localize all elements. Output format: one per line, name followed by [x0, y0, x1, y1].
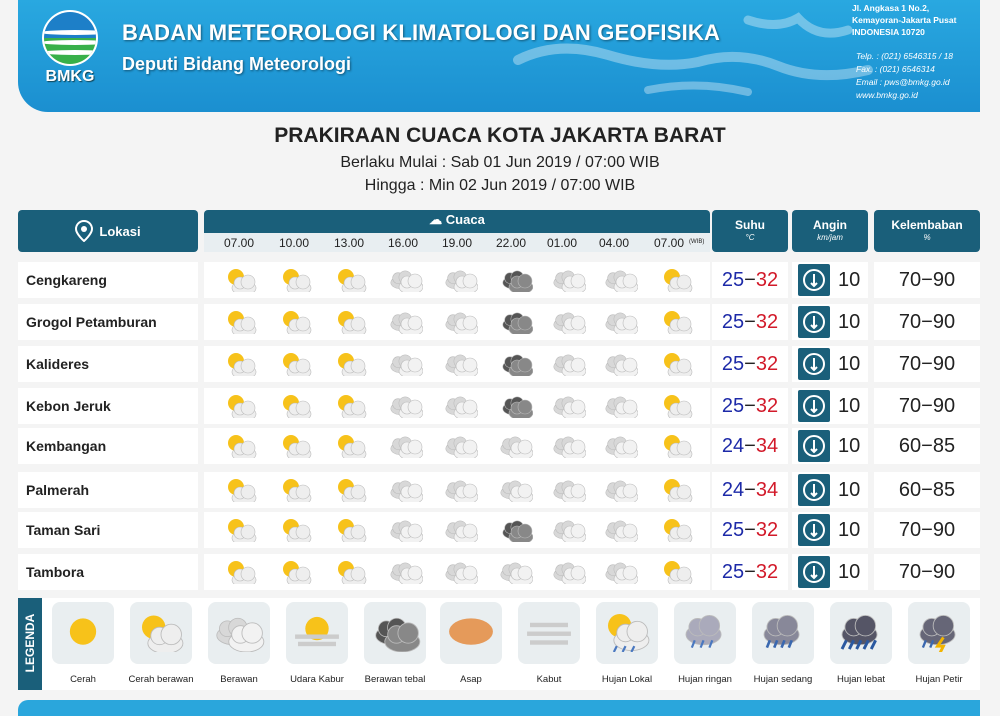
- cloudy-icon: [604, 310, 638, 334]
- header-angin: [792, 210, 868, 252]
- humidity-range: 70−90: [874, 512, 980, 548]
- header-lokasi: [18, 210, 198, 252]
- partly-cloudy-icon: [279, 434, 313, 458]
- temp-max: 32: [755, 268, 779, 291]
- legend-caption: Hujan Lokal: [601, 674, 653, 685]
- table-row: [18, 428, 980, 464]
- temperature-range: [712, 346, 788, 382]
- partly-cloudy-icon: [279, 268, 313, 292]
- suhu-label: Suhu: [735, 218, 765, 232]
- legend-caption: Kabut: [536, 674, 562, 685]
- partly-cloudy-icon: [660, 560, 694, 584]
- wind-speed: 10: [838, 478, 861, 501]
- cloudy-icon: [444, 352, 478, 376]
- wind-speed: 10: [838, 560, 861, 583]
- logo-text: BMKG: [45, 68, 95, 85]
- legend-label: LEGENDA: [23, 613, 37, 673]
- cloudy-icon: [444, 518, 478, 542]
- temperature-range: [712, 388, 788, 424]
- location-pin-icon: [75, 220, 93, 242]
- partly-cloudy-icon: [224, 352, 258, 376]
- temperature-range: [712, 472, 788, 508]
- legend-icon-box: [908, 602, 970, 664]
- thunderstorm-icon: [913, 614, 965, 652]
- weather-cells: [204, 512, 710, 548]
- weather-cells: [204, 472, 710, 508]
- partly-cloudy-icon: [334, 394, 368, 418]
- partly-cloudy-icon: [279, 518, 313, 542]
- legend-item: [50, 602, 116, 688]
- wind-cell: [792, 428, 868, 464]
- legend-caption: Cerah: [70, 674, 96, 685]
- smoke-icon: [445, 614, 497, 652]
- temp-dash: −: [744, 434, 756, 457]
- legend: [18, 598, 980, 690]
- overcast-icon: [369, 614, 421, 652]
- cloudy-icon: [444, 310, 478, 334]
- overcast-icon: [499, 518, 533, 542]
- temp-max: 34: [755, 478, 779, 501]
- header-lokasi-label: Lokasi: [99, 223, 141, 239]
- legend-icon-box: [364, 602, 426, 664]
- wind-speed: 10: [838, 310, 861, 333]
- partly-cloudy-icon: [279, 394, 313, 418]
- temperature-range: [712, 304, 788, 340]
- temp-min: 24: [721, 434, 745, 457]
- partly-cloudy-icon: [224, 478, 258, 502]
- header-cuaca: [204, 210, 710, 252]
- table-row: [18, 388, 980, 424]
- wind-direction-icon: [798, 390, 830, 422]
- weather-cells: [204, 346, 710, 382]
- humidity-range: 70−90: [874, 262, 980, 298]
- cloudy-icon: [604, 560, 638, 584]
- legend-item: [906, 602, 972, 688]
- legend-caption: Hujan Petir: [915, 674, 963, 685]
- table-row: [18, 512, 980, 548]
- legend-icon-box: [674, 602, 736, 664]
- cloudy-icon: [552, 352, 586, 376]
- cloudy-icon: [389, 310, 423, 334]
- wind-direction-icon: [798, 264, 830, 296]
- location-name: Tambora: [18, 554, 198, 590]
- wind-speed: 10: [838, 394, 861, 417]
- partly-cloudy-icon: [279, 478, 313, 502]
- valid-to: Hingga : Min 02 Jun 2019 / 07:00 WIB: [364, 177, 636, 194]
- legend-caption: Hujan ringan: [678, 674, 732, 685]
- legend-item: [750, 602, 816, 688]
- cloudy-icon: [444, 434, 478, 458]
- legend-caption: Berawan tebal: [364, 674, 426, 685]
- cloudy-icon: [444, 268, 478, 292]
- wind-speed: 10: [838, 518, 861, 541]
- cloudy-icon: [389, 394, 423, 418]
- temp-dash: −: [744, 268, 756, 291]
- wind-speed: 10: [838, 268, 861, 291]
- time-label: 01.00: [547, 236, 578, 250]
- time-label: 19.00: [442, 236, 473, 250]
- wind-speed: 10: [838, 434, 861, 457]
- temp-max: 34: [755, 434, 779, 457]
- legend-item: [362, 602, 428, 688]
- cloudy-icon: [499, 560, 533, 584]
- wind-direction-icon: [798, 474, 830, 506]
- partly-cloudy-icon: [279, 560, 313, 584]
- time-label: 10.00: [279, 236, 310, 250]
- temp-min: 25: [721, 560, 745, 583]
- humidity-range: 60−85: [874, 428, 980, 464]
- address-line: Jl. Angkasa 1 No.2,: [852, 3, 930, 13]
- legend-caption: Hujan lebat: [836, 674, 886, 685]
- heavy-rain-icon: [835, 614, 887, 652]
- temp-max: 32: [755, 352, 779, 375]
- temp-min: 25: [721, 268, 745, 291]
- temp-dash: −: [744, 518, 756, 541]
- legend-icon-box: [752, 602, 814, 664]
- agency-subtitle: Deputi Bidang Meteorologi: [122, 54, 351, 74]
- footer-bar: [18, 700, 980, 716]
- wind-cell: [792, 346, 868, 382]
- temp-dash: −: [744, 310, 756, 333]
- legend-caption: Hujan sedang: [753, 674, 813, 685]
- table-row: [18, 262, 980, 298]
- temp-dash: −: [744, 352, 756, 375]
- legend-item: [516, 602, 582, 688]
- legend-icon-box: [286, 602, 348, 664]
- cloudy-icon: [389, 268, 423, 292]
- wind-direction-icon: [798, 430, 830, 462]
- location-name: Grogol Petamburan: [18, 304, 198, 340]
- fog-icon: [523, 614, 575, 652]
- location-name: Kembangan: [18, 428, 198, 464]
- time-label: 22.00: [496, 236, 527, 250]
- cloudy-icon: [552, 394, 586, 418]
- partly-cloudy-icon: [279, 352, 313, 376]
- cloudy-icon: [604, 268, 638, 292]
- legend-item: [206, 602, 272, 688]
- time-unit: (WIB): [689, 239, 705, 245]
- cloudy-icon: [444, 560, 478, 584]
- header-kelembaban: [874, 210, 980, 252]
- wind-direction-icon: [798, 514, 830, 546]
- cloudy-icon: [552, 560, 586, 584]
- time-label: 16.00: [388, 236, 419, 250]
- time-label: 07.00: [654, 236, 685, 250]
- partly-cloudy-icon: [334, 560, 368, 584]
- cloudy-icon: [389, 478, 423, 502]
- partly-cloudy-icon: [660, 268, 694, 292]
- cloudy-icon: [604, 478, 638, 502]
- partly-cloudy-icon: [334, 434, 368, 458]
- light-rain-icon: [679, 614, 731, 652]
- legend-caption: Asap: [460, 674, 482, 685]
- partly-cloudy-icon: [660, 434, 694, 458]
- legend-item: [284, 602, 350, 688]
- weather-header-icon: ☁: [429, 212, 446, 227]
- weather-cells: [204, 428, 710, 464]
- bmkg-logo: [38, 10, 102, 98]
- location-name: Taman Sari: [18, 512, 198, 548]
- partly-cloudy-icon: [224, 310, 258, 334]
- temperature-range: [712, 428, 788, 464]
- temp-dash: −: [744, 560, 756, 583]
- partly-cloudy-icon: [660, 352, 694, 376]
- cloudy-icon: [604, 352, 638, 376]
- kelembaban-unit: %: [923, 233, 931, 242]
- indonesia-map-icon: [498, 0, 878, 112]
- contact-phone: Telp. : (021) 6546315 / 18: [856, 51, 954, 61]
- cloudy-icon: [213, 614, 265, 652]
- table-row: [18, 472, 980, 508]
- contact-email: Email : pws@bmkg.go.id: [856, 77, 950, 87]
- cloudy-icon: [389, 560, 423, 584]
- haze-icon: [291, 614, 343, 652]
- temp-dash: −: [744, 478, 756, 501]
- contact-website: www.bmkg.go.id: [856, 90, 918, 100]
- cloudy-icon: [604, 518, 638, 542]
- legend-icon-box: [130, 602, 192, 664]
- kelembaban-label: Kelembaban: [891, 218, 963, 232]
- table-row: [18, 346, 980, 382]
- partly-cloudy-icon: [224, 268, 258, 292]
- partly-cloudy-icon: [660, 310, 694, 334]
- cloudy-icon: [444, 394, 478, 418]
- header-suhu: [712, 210, 788, 252]
- suhu-unit: °C: [745, 233, 755, 242]
- cloudy-icon: [604, 434, 638, 458]
- angin-label: Angin: [813, 218, 847, 232]
- time-label: 07.00: [224, 236, 255, 250]
- contact-fax: Fax. : (021) 6546314: [856, 64, 935, 74]
- temperature-range: [712, 554, 788, 590]
- legend-icon-box: [830, 602, 892, 664]
- temp-max: 32: [755, 310, 779, 333]
- sunny-icon: [57, 614, 109, 652]
- wind-cell: [792, 262, 868, 298]
- legend-icon-box: [52, 602, 114, 664]
- legend-tag: [18, 598, 42, 690]
- cloudy-icon: [389, 352, 423, 376]
- cloudy-icon: [444, 478, 478, 502]
- legend-item: [594, 602, 660, 688]
- address-line: Kemayoran-Jakarta Pusat: [852, 15, 957, 25]
- address-line: INDONESIA 10720: [852, 27, 925, 37]
- temp-min: 25: [721, 310, 745, 333]
- humidity-range: 70−90: [874, 346, 980, 382]
- partly-cloudy-icon: [660, 518, 694, 542]
- agency-address: [852, 2, 956, 38]
- wind-cell: [792, 472, 868, 508]
- wind-cell: [792, 388, 868, 424]
- legend-icon-box: [518, 602, 580, 664]
- time-label: 13.00: [334, 236, 365, 250]
- bmkg-logo-icon: [42, 10, 98, 66]
- time-label: 04.00: [599, 236, 630, 250]
- overcast-icon: [499, 310, 533, 334]
- overcast-icon: [499, 394, 533, 418]
- legend-caption: Cerah berawan: [128, 674, 194, 685]
- header-cuaca-label: [204, 212, 710, 228]
- humidity-range: 60−85: [874, 472, 980, 508]
- cloudy-icon: [499, 478, 533, 502]
- temp-min: 25: [721, 352, 745, 375]
- wind-direction-icon: [798, 348, 830, 380]
- location-name: Kebon Jeruk: [18, 388, 198, 424]
- temp-min: 25: [721, 394, 745, 417]
- partly-cloudy-icon: [224, 518, 258, 542]
- wind-speed: 10: [838, 352, 861, 375]
- temp-dash: −: [744, 394, 756, 417]
- legend-item: [438, 602, 504, 688]
- temp-max: 32: [755, 394, 779, 417]
- wind-direction-icon: [798, 556, 830, 588]
- legend-icon-box: [596, 602, 658, 664]
- cloudy-icon: [389, 434, 423, 458]
- cuaca-text: Cuaca: [445, 212, 485, 227]
- cloudy-icon: [552, 518, 586, 542]
- cloudy-icon: [552, 478, 586, 502]
- temp-min: 25: [721, 518, 745, 541]
- humidity-range: 70−90: [874, 304, 980, 340]
- partly-cloudy-icon: [224, 394, 258, 418]
- angin-unit: km/jam: [817, 233, 843, 242]
- temperature-range: [712, 262, 788, 298]
- partly-cloudy-icon: [334, 352, 368, 376]
- humidity-range: 70−90: [874, 388, 980, 424]
- partly-cloudy-icon: [334, 518, 368, 542]
- weather-cells: [204, 388, 710, 424]
- weather-cells: [204, 554, 710, 590]
- partly-cloudy-icon: [135, 614, 187, 652]
- local-rain-icon: [601, 614, 653, 652]
- partly-cloudy-icon: [660, 394, 694, 418]
- legend-icon-box: [208, 602, 270, 664]
- partly-cloudy-icon: [224, 560, 258, 584]
- humidity-range: 70−90: [874, 554, 980, 590]
- temp-min: 24: [721, 478, 745, 501]
- cloudy-icon: [552, 310, 586, 334]
- partly-cloudy-icon: [334, 478, 368, 502]
- wind-cell: [792, 512, 868, 548]
- legend-icon-box: [440, 602, 502, 664]
- cloudy-icon: [604, 394, 638, 418]
- cloudy-icon: [389, 518, 423, 542]
- partly-cloudy-icon: [660, 478, 694, 502]
- temp-max: 32: [755, 560, 779, 583]
- partly-cloudy-icon: [334, 268, 368, 292]
- location-name: Cengkareng: [18, 262, 198, 298]
- wind-cell: [792, 554, 868, 590]
- overcast-icon: [499, 352, 533, 376]
- partly-cloudy-icon: [224, 434, 258, 458]
- location-name: Kalideres: [18, 346, 198, 382]
- wind-cell: [792, 304, 868, 340]
- legend-item: [828, 602, 894, 688]
- legend-caption: Udara Kabur: [290, 674, 344, 685]
- cloudy-icon: [552, 268, 586, 292]
- cloudy-icon: [499, 434, 533, 458]
- partly-cloudy-icon: [279, 310, 313, 334]
- legend-caption: Berawan: [220, 674, 258, 685]
- legend-item: [672, 602, 738, 688]
- bmkg-header: [18, 0, 980, 112]
- moderate-rain-icon: [757, 614, 809, 652]
- overcast-icon: [499, 268, 533, 292]
- temp-max: 32: [755, 518, 779, 541]
- partly-cloudy-icon: [334, 310, 368, 334]
- agency-title: BADAN METEOROLOGI KLIMATOLOGI DAN GEOFISIKA: [122, 20, 721, 45]
- table-row: [18, 554, 980, 590]
- cloudy-icon: [552, 434, 586, 458]
- legend-item: [128, 602, 194, 688]
- weather-cells: [204, 262, 710, 298]
- location-name: Palmerah: [18, 472, 198, 508]
- time-row: [204, 233, 710, 252]
- valid-from: Berlaku Mulai : Sab 01 Jun 2019 / 07:00 WIB: [340, 154, 660, 171]
- table-row: [18, 304, 980, 340]
- temperature-range: [712, 512, 788, 548]
- weather-cells: [204, 304, 710, 340]
- wind-direction-icon: [798, 306, 830, 338]
- agency-contact: [856, 50, 953, 102]
- forecast-title: PRAKIRAAN CUACA KOTA JAKARTA BARAT: [274, 124, 726, 147]
